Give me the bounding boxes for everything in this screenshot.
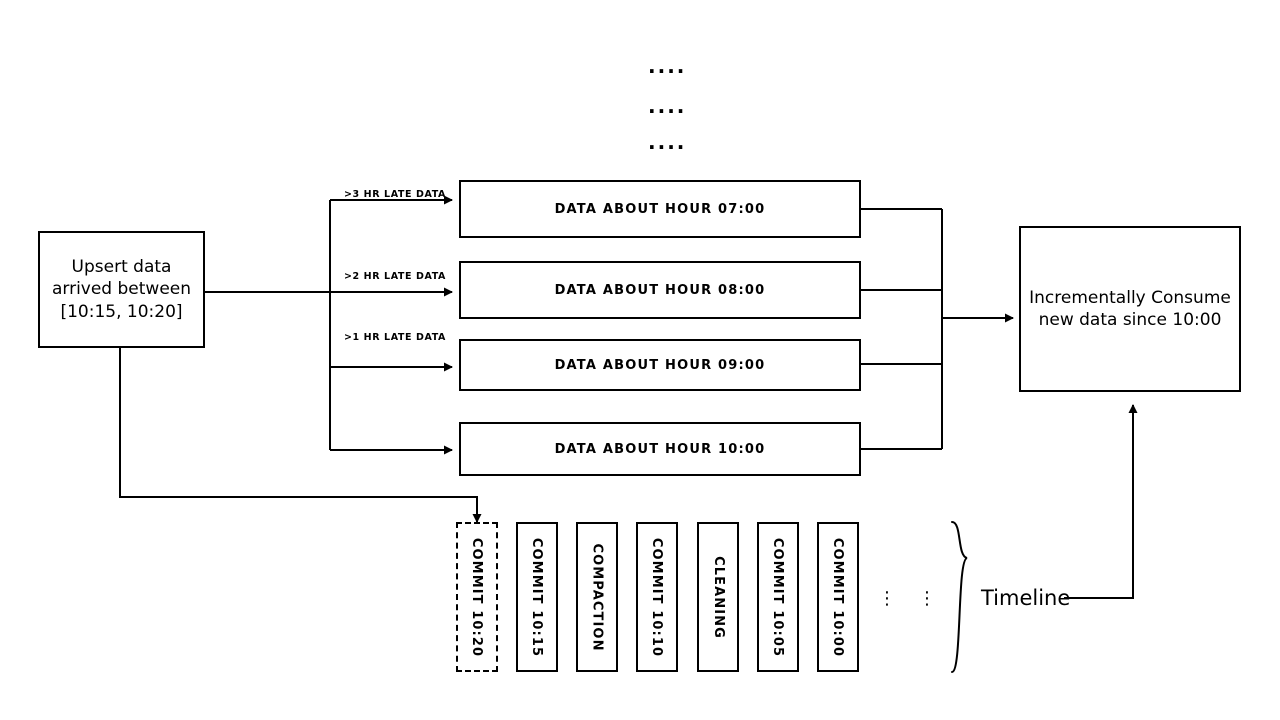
commit-box-compaction <box>576 522 618 672</box>
source-line-2: arrived between <box>51 279 192 300</box>
hour-box-08-label: DATA ABOUT HOUR 08:00 <box>554 282 766 298</box>
sink-consume-box <box>1019 226 1241 392</box>
hour-box-07 <box>459 180 861 238</box>
hour-box-09 <box>459 339 861 391</box>
source-line-3: [10:15, 10:20] <box>60 301 183 322</box>
vertical-dots-3: .... <box>648 130 687 154</box>
commit-box-cleaning-label: CLEANING <box>710 555 726 639</box>
timeline-ellipsis-right: ⋮ <box>918 588 937 609</box>
commit-box-10-00-label: COMMIT 10:00 <box>830 537 846 657</box>
hour-box-10 <box>459 422 861 476</box>
source-upsert-box <box>38 231 205 348</box>
timeline-ellipsis-left: ⋮ <box>878 588 897 609</box>
hour-box-08 <box>459 261 861 319</box>
commit-box-10-15-label: COMMIT 10:15 <box>529 537 545 657</box>
source-line-1: Upsert data <box>71 257 172 278</box>
commit-box-10-10 <box>636 522 678 672</box>
vertical-dots-2: .... <box>648 94 687 118</box>
commit-box-10-20-label: COMMIT 10:20 <box>469 537 485 657</box>
commit-box-compaction-label: COMPACTION <box>589 542 605 652</box>
commit-box-10-20 <box>456 522 498 672</box>
commit-box-10-05-label: COMMIT 10:05 <box>770 537 786 657</box>
commit-box-10-05 <box>757 522 799 672</box>
commit-box-cleaning <box>697 522 739 672</box>
hour-box-10-label: DATA ABOUT HOUR 10:00 <box>554 441 766 457</box>
hour-box-09-label: DATA ABOUT HOUR 09:00 <box>554 357 766 373</box>
edge-label-2hr: >2 HR LATE DATA <box>344 271 446 282</box>
commit-box-10-00 <box>817 522 859 672</box>
edge-label-3hr: >3 HR LATE DATA <box>344 189 446 200</box>
hour-box-07-label: DATA ABOUT HOUR 07:00 <box>554 201 766 217</box>
vertical-dots-1: .... <box>648 54 687 78</box>
commit-box-10-10-label: COMMIT 10:10 <box>649 537 665 657</box>
edge-label-1hr: >1 HR LATE DATA <box>344 332 446 343</box>
timeline-label: Timeline <box>981 586 1071 610</box>
sink-line-2: new data since 10:00 <box>1038 310 1222 330</box>
commit-box-10-15 <box>516 522 558 672</box>
sink-line-1: Incrementally Consume <box>1029 287 1231 308</box>
